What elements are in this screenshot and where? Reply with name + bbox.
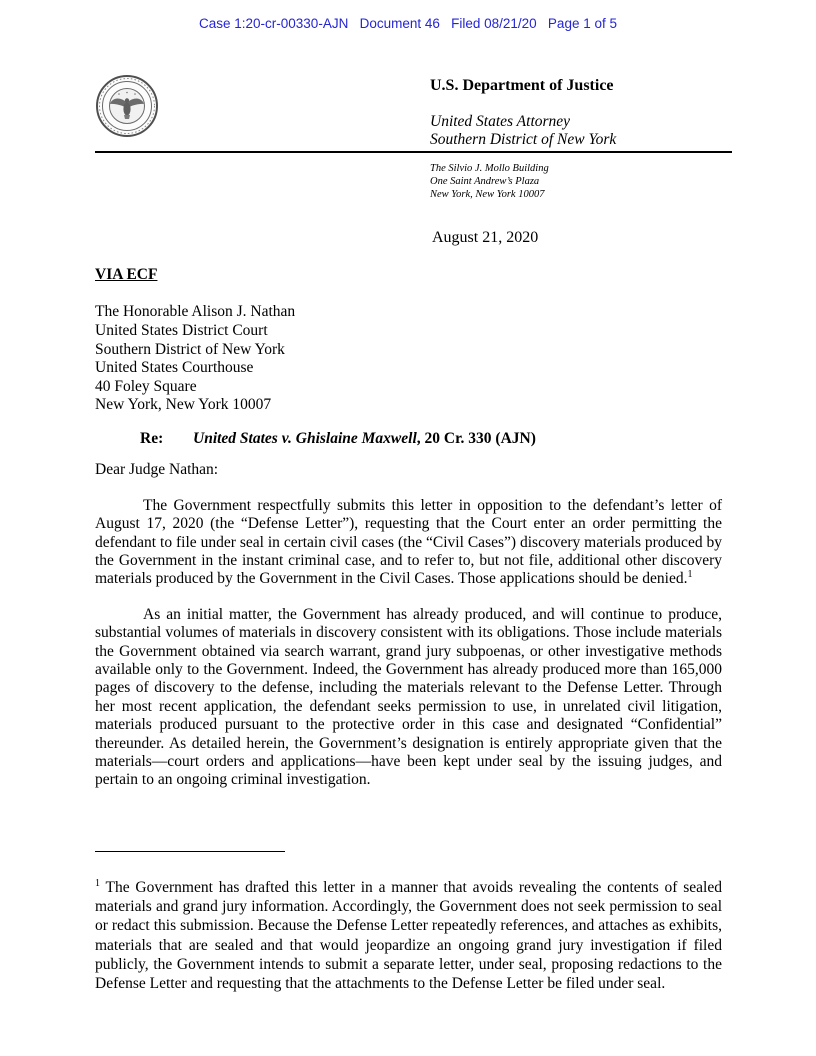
footnote-separator <box>95 851 285 852</box>
footnote-reference: 1 <box>687 569 693 581</box>
address-line: The Silvio J. Mollo Building <box>430 163 549 174</box>
district-line: Southern District of New York <box>430 131 617 148</box>
recipient-line: United States District Court <box>95 322 268 339</box>
case-stamp: Case 1:20-cr-00330-AJN Document 46 Filed 08/21/20 Page 1 of 5 <box>199 16 617 31</box>
us-attorney-line: United States Attorney <box>430 113 571 130</box>
footnote-text: The Government has drafted this letter in a manner that avoids revealing the contents of sealed materials and grand jury information. Accordingly, the Government does not seek permission to seal or redact this submission. Because the Defense Letter repeatedly references, and attaches as exhibits, materials that are sealed and that would jeopardize an ongoing grand jury investigation if filed publicly, the Government intends to submit a separate letter, under seal, proposing redactions to the Defense Letter and requesting that the attachments to the Defense Letter be filed under seal. <box>95 879 722 993</box>
letterhead-divider <box>95 151 732 153</box>
body-paragraph-1 <box>95 497 722 589</box>
re-case-name: United States v. Ghislaine Maxwell <box>193 429 417 447</box>
address-line: One Saint Andrew’s Plaza <box>430 175 540 187</box>
recipient-line: United States Courthouse <box>95 359 254 377</box>
department-name: U.S. Department of Justice <box>430 77 614 94</box>
office-address <box>430 163 549 201</box>
paragraph-text: The Government respectfully submits this letter in opposition to the defendant’s letter of August 17, 2020 (the “Defense Letter”), requesting that the Court enter an order permitting the defendant to file under seal in certain civil cases (the “Civil Cases”) discovery materials produced by the Government in the instant criminal case, and to refer to, but not file, additional other discovery materials produced by the Government in the Civil Cases. Those applications should be denied. <box>95 496 722 588</box>
recipient-address <box>95 303 722 415</box>
recipient-line: The Honorable Alison J. Nathan <box>95 303 296 321</box>
address-line: New York, New York 10007 <box>430 188 545 200</box>
body-paragraph-2: As an initial matter, the Government has already produced, and will continue to produce, substantial volumes of materials in discovery consistent with its obligations. Those include materials the Government obtained via search warrant, grand jury subpoenas, or other investigative methods available only to the Government. Indeed, the Government has already produced more than 165,000 pages of discovery to the defense, including the materials relevant to the Defense Letter. Through her most recent application, the defendant seeks permission to use, in unrelated civil litigation, materials produced pursuant to the protective order in this case and designated “Confidential” thereunder. As detailed herein, the Government’s designation is entirely appropriate given that the materials—court orders and applications—have been kept under seal by the issuing judges, and pertain to an ongoing criminal investigation. <box>95 605 722 789</box>
footnote-number: 1 <box>95 877 100 889</box>
doj-seal-icon <box>95 74 159 138</box>
recipient-line: Southern District of New York <box>95 340 285 358</box>
recipient-line: New York, New York 10007 <box>95 396 272 414</box>
footnote <box>95 878 722 993</box>
footnote-section <box>95 851 722 993</box>
re-label: Re: <box>140 429 164 447</box>
re-case-number: , 20 Cr. 330 (AJN) <box>416 429 536 447</box>
letter-body <box>95 266 722 790</box>
re-line <box>95 430 722 448</box>
letter-date: August 21, 2020 <box>432 229 539 246</box>
recipient-line: 40 Foley Square <box>95 377 197 395</box>
letterhead <box>430 77 616 149</box>
via-ecf-label: VIA ECF <box>95 266 158 283</box>
salutation: Dear Judge Nathan: <box>95 461 219 479</box>
